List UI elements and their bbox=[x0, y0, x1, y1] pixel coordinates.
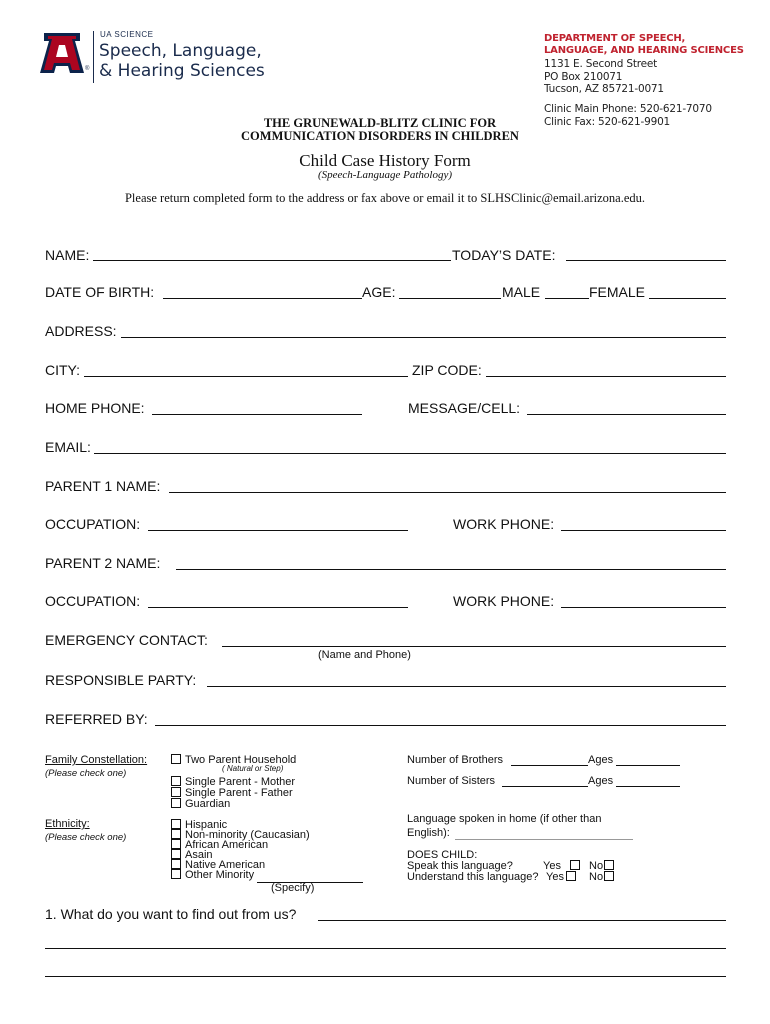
address-label: ADDRESS: bbox=[45, 323, 117, 339]
checkbox[interactable] bbox=[171, 859, 181, 869]
ethnicity-option-non-minority[interactable]: Non-minority (Caucasian) bbox=[171, 829, 310, 841]
emergency-note: (Name and Phone) bbox=[318, 649, 411, 661]
message-cell-label: MESSAGE/CELL: bbox=[408, 400, 521, 416]
brothers-ages-label: Ages bbox=[588, 754, 614, 766]
name-label: NAME: bbox=[45, 247, 90, 263]
responsible-party-field[interactable] bbox=[207, 686, 726, 687]
checkbox[interactable] bbox=[566, 871, 576, 881]
checkbox[interactable] bbox=[171, 839, 181, 849]
understand-language-label: Understand this language? bbox=[407, 871, 539, 883]
checkbox[interactable] bbox=[604, 860, 614, 870]
ethnicity-label: Ethnicity: bbox=[45, 818, 90, 830]
sisters-ages-field[interactable] bbox=[616, 786, 680, 787]
checkbox[interactable] bbox=[171, 754, 181, 764]
form-instructions: Please return completed form to the address or fax above or email it to SLHSClinic@email.arizona.edu. bbox=[124, 191, 646, 205]
registered-mark: ® bbox=[85, 66, 90, 72]
university-a-logo-icon bbox=[40, 33, 84, 73]
checkbox[interactable] bbox=[171, 849, 181, 859]
ethnicity-option-other-minority[interactable]: Other Minority bbox=[171, 869, 254, 881]
question-1-answer-line-1[interactable] bbox=[318, 920, 726, 921]
brothers-ages-field[interactable] bbox=[616, 765, 680, 766]
sisters-ages-label: Ages bbox=[588, 775, 614, 787]
sisters-label: Number of Sisters bbox=[407, 775, 496, 787]
referred-by-field[interactable] bbox=[155, 725, 726, 726]
brothers-field[interactable] bbox=[511, 765, 588, 766]
dob-label: DATE OF BIRTH: bbox=[45, 284, 155, 300]
form-subtitle: (Speech-Language Pathology) bbox=[317, 169, 453, 181]
todays-date-field[interactable] bbox=[566, 260, 726, 261]
family-note: (Please check one) bbox=[45, 768, 127, 779]
family-step-note: ( Natural or Step) bbox=[222, 764, 284, 773]
question-1-label: 1. What do you want to find out from us? bbox=[45, 906, 297, 922]
male-label: MALE bbox=[502, 284, 541, 300]
checkbox[interactable] bbox=[171, 869, 181, 879]
male-field[interactable] bbox=[545, 298, 589, 299]
work-phone1-field[interactable] bbox=[561, 530, 726, 531]
email-field[interactable] bbox=[94, 453, 726, 454]
ethnicity-option-hispanic[interactable]: Hispanic bbox=[171, 819, 227, 831]
city-field[interactable] bbox=[84, 376, 408, 377]
language-spoken-label-2: English): bbox=[407, 827, 450, 839]
does-child-label: DOES CHILD: bbox=[407, 849, 478, 861]
occupation2-label: OCCUPATION: bbox=[45, 593, 141, 609]
checkbox[interactable] bbox=[604, 871, 614, 881]
ethnicity-option-native-american[interactable]: Native American bbox=[171, 859, 265, 871]
speak-no[interactable]: No bbox=[589, 860, 618, 872]
logo-divider bbox=[93, 31, 94, 83]
speak-yes[interactable]: Yes bbox=[543, 860, 584, 872]
question-1-answer-line-2[interactable] bbox=[45, 948, 726, 949]
address-field[interactable] bbox=[121, 337, 726, 338]
parent1-label: PARENT 1 NAME: bbox=[45, 478, 161, 494]
understand-no[interactable]: No bbox=[589, 871, 618, 883]
ethnicity-option-asain[interactable]: Asain bbox=[171, 849, 213, 861]
email-label: EMAIL: bbox=[45, 439, 91, 455]
brothers-label: Number of Brothers bbox=[407, 754, 503, 766]
zip-field[interactable] bbox=[486, 376, 726, 377]
checkbox[interactable] bbox=[570, 860, 580, 870]
ethnicity-option-african-american[interactable]: African American bbox=[171, 839, 268, 851]
emergency-contact-field[interactable] bbox=[222, 646, 726, 647]
responsible-party-label: RESPONSIBLE PARTY: bbox=[45, 672, 197, 688]
zip-label: ZIP CODE: bbox=[412, 362, 482, 378]
language-spoken-field[interactable] bbox=[455, 839, 633, 840]
name-field[interactable] bbox=[93, 260, 451, 261]
speak-language-label: Speak this language? bbox=[407, 860, 513, 872]
family-option-single-mother[interactable]: Single Parent - Mother bbox=[171, 776, 295, 788]
work-phone2-label: WORK PHONE: bbox=[453, 593, 555, 609]
family-option-two-parent[interactable]: Two Parent Household bbox=[171, 754, 296, 766]
occupation1-label: OCCUPATION: bbox=[45, 516, 141, 532]
parent2-field[interactable] bbox=[176, 569, 726, 570]
female-label: FEMALE bbox=[589, 284, 646, 300]
checkbox[interactable] bbox=[171, 787, 181, 797]
sisters-field[interactable] bbox=[502, 786, 588, 787]
age-label: AGE: bbox=[362, 284, 396, 300]
todays-date-label: TODAY’S DATE: bbox=[452, 247, 556, 263]
female-field[interactable] bbox=[649, 298, 726, 299]
clinic-contact: Clinic Main Phone: 520-621-7070 Clinic Fax: 520-621-9901 bbox=[544, 103, 712, 128]
emergency-contact-label: EMERGENCY CONTACT: bbox=[45, 632, 208, 648]
work-phone2-field[interactable] bbox=[561, 607, 726, 608]
department-name: DEPARTMENT OF SPEECH, LANGUAGE, AND HEARING SCIENCES bbox=[544, 33, 744, 56]
dob-field[interactable] bbox=[163, 298, 362, 299]
family-constellation-label: Family Constellation: bbox=[45, 754, 148, 766]
logo-line-1: Speech, Language, bbox=[99, 41, 262, 61]
age-field[interactable] bbox=[399, 298, 501, 299]
parent1-field[interactable] bbox=[169, 492, 726, 493]
message-cell-field[interactable] bbox=[527, 414, 726, 415]
language-spoken-label-1: Language spoken in home (if other than bbox=[407, 813, 602, 825]
clinic-name-line-2: COMMUNICATION DISORDERS IN CHILDREN bbox=[241, 129, 519, 143]
understand-yes[interactable]: Yes bbox=[546, 871, 580, 883]
work-phone1-label: WORK PHONE: bbox=[453, 516, 555, 532]
home-phone-field[interactable] bbox=[152, 414, 362, 415]
checkbox[interactable] bbox=[171, 798, 181, 808]
question-1-answer-line-3[interactable] bbox=[45, 976, 726, 977]
ethnicity-specify-label: (Specify) bbox=[271, 882, 315, 894]
occupation2-field[interactable] bbox=[148, 607, 408, 608]
department-address: 1131 E. Second Street PO Box 210071 Tucson, AZ 85721-0071 bbox=[544, 58, 664, 95]
home-phone-label: HOME PHONE: bbox=[45, 400, 145, 416]
logo-line-2: & Hearing Sciences bbox=[99, 61, 265, 81]
parent2-label: PARENT 2 NAME: bbox=[45, 555, 161, 571]
checkbox[interactable] bbox=[171, 829, 181, 839]
logo-ua-science: UA SCIENCE bbox=[100, 30, 154, 39]
family-option-single-father[interactable]: Single Parent - Father bbox=[171, 787, 293, 799]
family-option-guardian[interactable]: Guardian bbox=[171, 798, 230, 810]
ethnicity-note: (Please check one) bbox=[45, 832, 127, 843]
form-title: Child Case History Form bbox=[299, 151, 471, 170]
clinic-name-line-1: THE GRUNEWALD-BLITZ CLINIC FOR bbox=[263, 116, 497, 130]
city-label: CITY: bbox=[45, 362, 81, 378]
checkbox[interactable] bbox=[171, 776, 181, 786]
referred-by-label: REFERRED BY: bbox=[45, 711, 148, 727]
occupation1-field[interactable] bbox=[148, 530, 408, 531]
checkbox[interactable] bbox=[171, 819, 181, 829]
